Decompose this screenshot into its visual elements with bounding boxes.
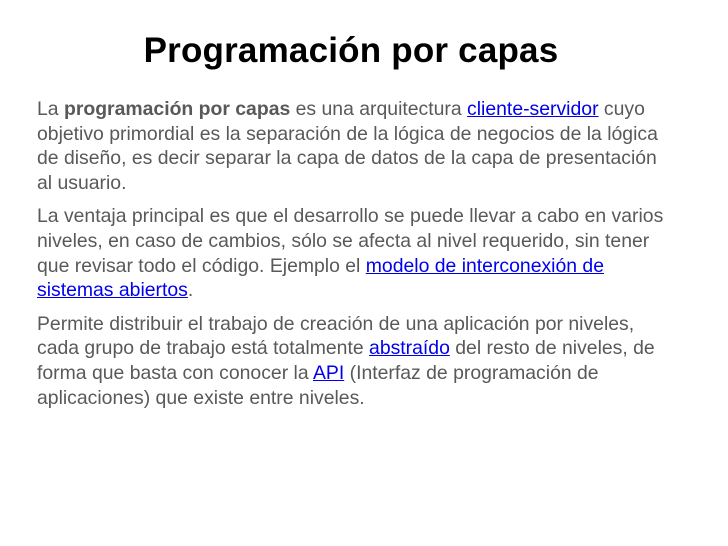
term-programacion-por-capas: programación por capas xyxy=(63,98,291,120)
slide-body xyxy=(37,97,677,419)
text-run: . xyxy=(187,279,194,302)
text-run: es una arquitectura xyxy=(290,98,468,120)
text-run: del resto de niveles, de forma que basta con conocer la xyxy=(37,337,655,384)
text-run: Permite distribuir el trabajo de creación de una aplicación por niveles, cada grupo de trabajo está totalmente xyxy=(37,312,635,360)
link-modelo-osi[interactable]: modelo de interconexión de sistemas abiertos xyxy=(37,254,605,302)
link-cliente-servidor[interactable]: cliente-servidor xyxy=(467,98,599,120)
text-run: La xyxy=(37,98,64,120)
paragraph-advantage xyxy=(37,204,677,302)
link-abstraido[interactable]: abstraído xyxy=(369,337,450,360)
link-api[interactable]: API xyxy=(312,361,345,384)
text-run: (Interfaz de programación de aplicaciones) que existe entre niveles. xyxy=(37,361,599,409)
text-run: cuyo objetivo primordial es la separación de la lógica de negocios de la lógica de diseño, es decir separar la capa de datos de la capa de presentación al usuario. xyxy=(37,98,658,194)
paragraph-distribution xyxy=(37,312,677,410)
paragraph-architecture xyxy=(37,97,677,195)
slide-title: Programación por capas xyxy=(143,31,559,70)
text-run: La ventaja principal es que el desarrollo se puede llevar a cabo en varios niveles, en caso de cambios, sólo se afecta al nivel requerido, sin tener que revisar todo el código. Ejemplo el xyxy=(37,205,664,277)
